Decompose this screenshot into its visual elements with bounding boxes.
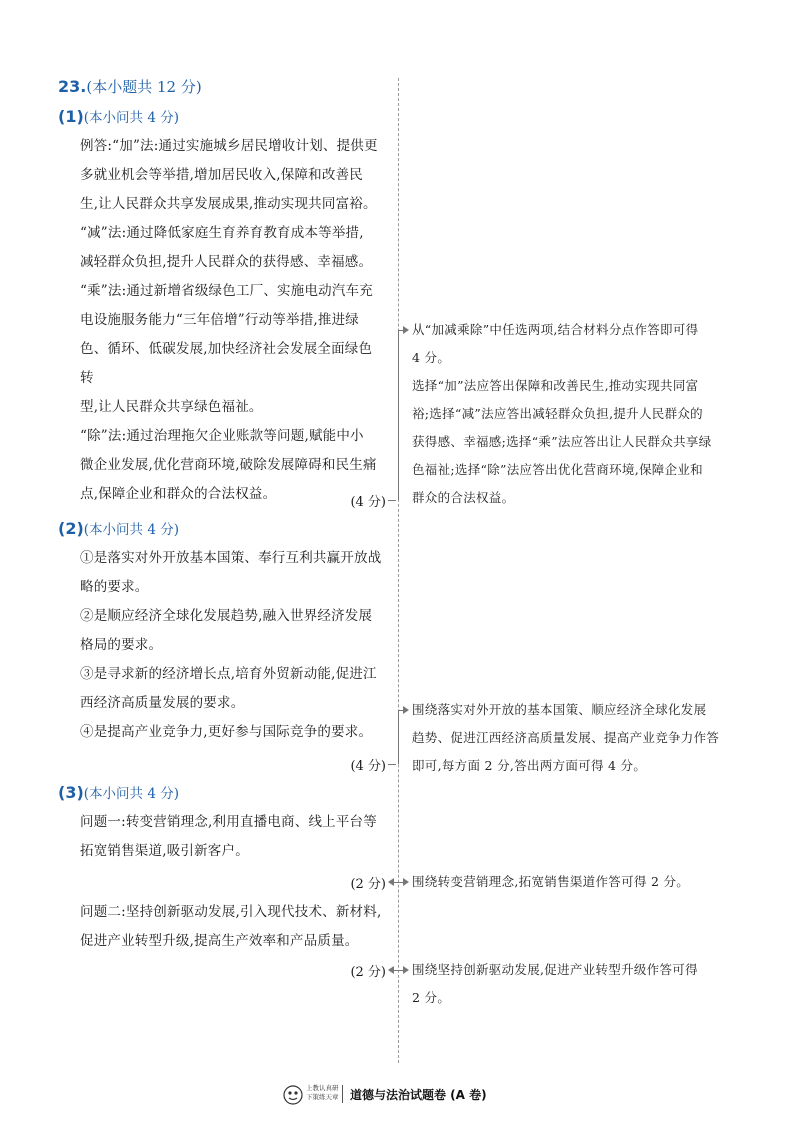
- score-connector: [388, 500, 396, 501]
- part-3-number: (3): [58, 783, 84, 802]
- part-1-answer: [80, 132, 385, 509]
- score-connector: [388, 764, 396, 765]
- answer-line: 减轻群众负担,提升人民群众的获得感、幸福感。: [80, 254, 373, 270]
- answer-line: 拓宽销售渠道,吸引新客户。: [80, 843, 249, 859]
- part-3-points: (本小问共 4 分): [83, 786, 179, 802]
- part-3-header: [58, 782, 179, 802]
- note-line: 获得感、幸福感;选择“乘”法应答出让人民群众共享绿: [412, 434, 712, 449]
- answer-line: 问题二:坚持创新驱动发展,引入现代技术、新材料,: [80, 904, 382, 920]
- connector-vertical: [398, 710, 399, 764]
- answer-line: 略的要求。: [80, 579, 149, 595]
- paper-title: 道德与法治试题卷 (A 卷): [350, 1088, 487, 1102]
- note-line: 群众的合法权益。: [412, 490, 515, 505]
- brand-line-2: 下策练天章: [306, 1093, 339, 1101]
- question-number: 23.: [58, 77, 87, 96]
- answer-line: 色、循环、低碳发展,加快经济社会发展全面绿色转: [80, 341, 373, 386]
- note-line: 2 分。: [412, 990, 451, 1005]
- answer-line: 点,保障企业和群众的合法权益。: [80, 486, 277, 502]
- note-line: 裕;选择“减”法应答出减轻群众负担,提升人民群众的: [412, 406, 703, 421]
- brand-line-1: 上教认真研: [306, 1084, 339, 1092]
- answer-line: “乘”法:通过新增省级绿色工厂、实施电动汽车充: [80, 283, 373, 299]
- answer-line: 西经济高质量发展的要求。: [80, 695, 245, 711]
- part-3-note-1: [412, 868, 747, 896]
- note-line: 围绕落实对外开放的基本国策、顺应经济全球化发展: [412, 702, 707, 717]
- question-points: (本小题共 12 分): [86, 78, 202, 96]
- answer-line: 型,让人民群众共享绿色福祉。: [80, 399, 263, 415]
- note-line: 4 分。: [412, 350, 451, 365]
- note-line: 色福祉;选择“除”法应答出优化营商环境,保障企业和: [412, 462, 703, 477]
- arrow-left-icon: [388, 878, 394, 886]
- note-line: 即可,每方面 2 分,答出两方面可得 4 分。: [412, 758, 647, 773]
- question-header: [58, 76, 202, 97]
- part-1-points: (本小问共 4 分): [83, 110, 179, 126]
- answer-line: 问题一:转变营销理念,利用直播电商、线上平台等: [80, 814, 377, 830]
- note-line: 从“加减乘除”中任选两项,结合材料分点作答即可得: [412, 322, 699, 337]
- arrow-left-icon: [388, 966, 394, 974]
- answer-line: 格局的要求。: [80, 637, 163, 653]
- part-2-number: (2): [58, 519, 84, 538]
- publisher-brand: [306, 1084, 339, 1102]
- answer-line: 微企业发展,优化营商环境,破除发展障碍和民生痛: [80, 457, 377, 473]
- answer-line: ④是提高产业竞争力,更好参与国际竞争的要求。: [80, 724, 373, 740]
- part-1-note: [412, 316, 747, 512]
- part-2-points: (本小问共 4 分): [83, 522, 179, 538]
- part-1-score: (4 分): [350, 495, 386, 510]
- publisher-logo-icon: [282, 1084, 304, 1106]
- arrow-right-icon: [403, 966, 409, 974]
- answer-line: 促进产业转型升级,提高生产效率和产品质量。: [80, 933, 359, 949]
- part-2-answer: [80, 544, 385, 747]
- footer-separator: [342, 1085, 343, 1103]
- part-3-score-2: (2 分): [350, 965, 386, 980]
- part-3-note-2: [412, 956, 747, 1012]
- note-line: 围绕坚持创新驱动发展,促进产业转型升级作答可得: [412, 962, 698, 977]
- part-3-answer-1: [80, 808, 385, 866]
- part-3-score-1: (2 分): [350, 877, 386, 892]
- answer-line: ②是顺应经济全球化发展趋势,融入世界经济发展: [80, 608, 373, 624]
- note-line: 围绕转变营销理念,拓宽销售渠道作答可得 2 分。: [412, 874, 690, 889]
- answer-line: ③是寻求新的经济增长点,培育外贸新动能,促进江: [80, 666, 377, 682]
- arrow-right-icon: [403, 706, 409, 714]
- part-2-note: [412, 696, 747, 780]
- answer-line: 多就业机会等举措,增加居民收入,保障和改善民: [80, 167, 363, 183]
- part-3-answer-2: [80, 898, 385, 956]
- connector-vertical: [398, 330, 399, 500]
- answer-line: “减”法:通过降低家庭生育养育教育成本等举措,: [80, 225, 364, 241]
- answer-line: 生,让人民群众共享发展成果,推动实现共同富裕。: [80, 196, 377, 212]
- note-line: 选择“加”法应答出保障和改善民生,推动实现共同富: [412, 378, 699, 393]
- answer-line: ①是落实对外开放基本国策、奉行互利共赢开放战: [80, 550, 382, 566]
- column-divider: [398, 78, 399, 1063]
- part-2-score: (4 分): [350, 759, 386, 774]
- part-1-header: [58, 106, 179, 126]
- answer-line: 例答:“加”法:通过实施城乡居民增收计划、提供更: [80, 138, 378, 154]
- arrow-right-icon: [403, 878, 409, 886]
- part-1-number: (1): [58, 107, 84, 126]
- answer-line: “除”法:通过治理拖欠企业账款等问题,赋能中小: [80, 428, 364, 444]
- page-footer: [0, 1080, 800, 1120]
- arrow-right-icon: [403, 326, 409, 334]
- answer-line: 电设施服务能力“三年倍增”行动等举措,推进绿: [80, 312, 359, 328]
- note-line: 趋势、促进江西经济高质量发展、提高产业竞争力作答: [412, 730, 720, 745]
- part-2-header: [58, 518, 179, 538]
